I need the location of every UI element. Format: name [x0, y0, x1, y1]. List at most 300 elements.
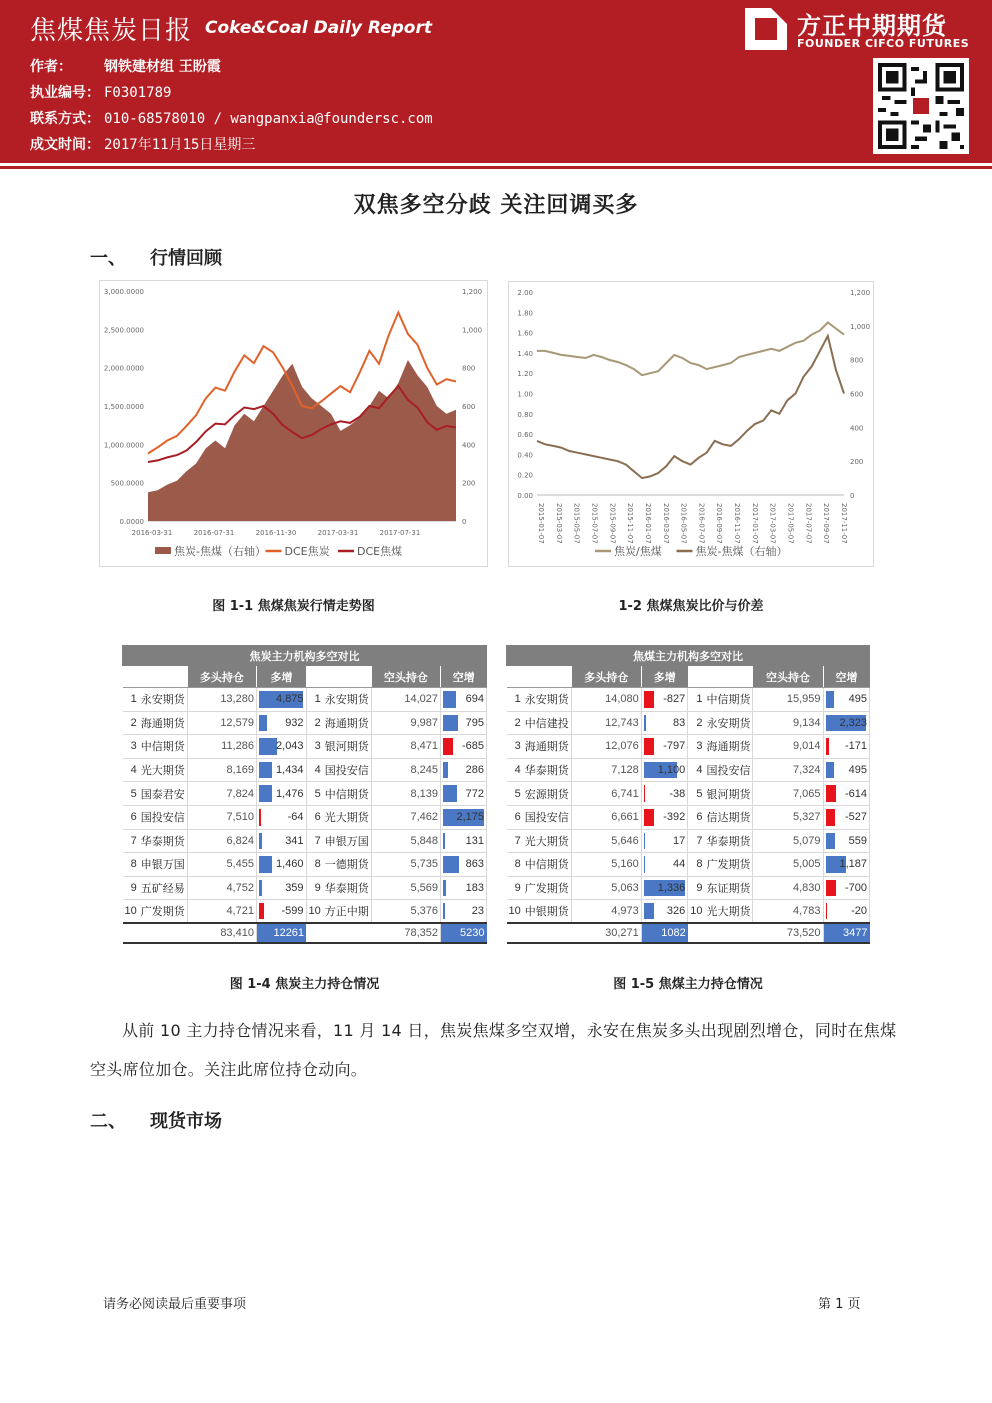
short-position: 15,959	[753, 688, 823, 712]
y-right-tick-label: 1,000	[462, 326, 483, 335]
meta-license	[30, 82, 171, 102]
total-long-position: 83,410	[187, 923, 256, 943]
meta-value: 2017年11月15日星期三	[104, 137, 256, 153]
table-row	[507, 805, 870, 829]
long-position: 12,076	[571, 735, 641, 759]
long-position: 7,824	[187, 782, 256, 806]
data-bar	[644, 785, 646, 802]
table-total-row	[123, 923, 487, 943]
section-number: 二、	[90, 1111, 126, 1132]
long-position: 14,080	[571, 688, 641, 712]
y-right-tick-label: 400	[850, 424, 864, 433]
y-right-tick-label: 600	[850, 390, 864, 399]
short-change: 1,187	[839, 858, 867, 871]
table-row	[123, 805, 487, 829]
long-broker-name: 华泰期货	[523, 758, 572, 782]
rank: 4	[507, 758, 523, 782]
short-change-cell	[823, 782, 870, 806]
y-left-tick-label: 1.40	[517, 349, 533, 358]
table-row	[507, 900, 870, 924]
y-left-tick-label: 1,000.0000	[103, 441, 144, 450]
short-change: -527	[844, 811, 867, 824]
qr-code-icon	[873, 58, 969, 154]
header-short-pos: 空头持仓	[753, 666, 823, 688]
logo-mark-icon	[745, 8, 787, 50]
rank: 7	[306, 829, 323, 853]
short-change: 559	[848, 834, 867, 847]
long-change-cell	[256, 900, 306, 924]
x-tick-label: 2017-09-07	[822, 503, 831, 544]
long-change: -392	[663, 811, 686, 824]
long-broker-name: 广发期货	[139, 900, 188, 924]
header-divider	[0, 166, 992, 169]
short-change-cell	[441, 735, 487, 759]
long-change-cell	[256, 758, 306, 782]
data-bar	[259, 738, 277, 755]
y-right-tick-label: 0	[462, 518, 467, 526]
total-short-change: 3477	[823, 923, 870, 943]
long-change-cell	[641, 829, 687, 853]
data-bar	[644, 691, 654, 708]
long-change-cell	[641, 900, 687, 924]
table-title: 焦炭主力机构多空对比	[123, 646, 487, 666]
data-bar	[826, 809, 835, 826]
short-broker-name: 一德期货	[323, 853, 372, 877]
x-tick-label: 2017-07-07	[804, 503, 813, 544]
y-right-tick-label: 400	[462, 441, 476, 450]
long-broker-name: 永安期货	[139, 688, 188, 712]
long-change: -797	[663, 740, 686, 753]
data-bar	[826, 903, 828, 919]
short-position: 5,376	[371, 900, 440, 924]
figure-caption-4: 图 1-4 焦炭主力持仓情况	[229, 977, 380, 992]
long-change: 1,336	[657, 882, 686, 895]
y-right-tick-label: 600	[462, 403, 476, 411]
legend-label: 焦炭-焦煤（右轴）	[174, 545, 266, 558]
y-left-tick-label: 2.00	[517, 289, 533, 297]
short-change: 495	[848, 764, 867, 777]
data-bar	[443, 856, 459, 873]
x-tick-label: 2015-03-07	[554, 503, 563, 544]
data-bar	[826, 785, 836, 802]
short-broker-name: 银河期货	[323, 735, 372, 759]
x-tick-label: 2016-03-07	[661, 503, 670, 544]
x-tick-label: 2017-01-07	[750, 503, 759, 544]
short-position: 8,245	[371, 758, 440, 782]
x-tick-label: 2017-03-07	[768, 503, 777, 544]
total-long-change: 12261	[256, 923, 306, 943]
short-change-cell	[441, 876, 487, 900]
table-total-row	[507, 923, 870, 943]
total-short-change: 5230	[441, 923, 487, 943]
rank: 9	[123, 876, 139, 900]
logo-name-cn: 方正中期期货	[797, 12, 947, 40]
long-change: 83	[672, 716, 686, 729]
header-long-chg: 多增	[256, 666, 306, 688]
table-row	[123, 711, 487, 735]
short-change-cell	[823, 876, 870, 900]
logo-name-en: FOUNDER CIFCO FUTURES	[797, 37, 970, 50]
chart-ratio-spread-svg	[509, 282, 875, 568]
rank: 2	[688, 711, 705, 735]
long-broker-name: 海通期货	[523, 735, 572, 759]
short-change-cell	[823, 805, 870, 829]
rank: 5	[507, 782, 523, 806]
series-line	[537, 323, 844, 376]
short-broker-name: 国投安信	[704, 758, 753, 782]
legend-label: DCE焦炭	[284, 545, 330, 558]
short-change-cell	[823, 900, 870, 924]
rank: 2	[123, 711, 139, 735]
rank: 5	[688, 782, 705, 806]
long-broker-name: 五矿经易	[139, 876, 188, 900]
total-short-position: 78,352	[371, 923, 440, 943]
long-change: 1,460	[276, 858, 304, 871]
short-change-cell	[441, 711, 487, 735]
data-bar	[443, 785, 457, 802]
long-change: 2,043	[276, 740, 304, 753]
rank: 9	[306, 876, 323, 900]
header-short-chg: 空增	[823, 666, 870, 688]
long-position: 12,743	[571, 711, 641, 735]
data-bar	[826, 880, 836, 897]
data-bar	[259, 809, 261, 826]
rank: 3	[507, 735, 523, 759]
short-broker-name: 光大期货	[323, 805, 372, 829]
footer-disclaimer: 请务必阅读最后重要事项	[103, 1297, 247, 1312]
section-number: 一、	[90, 248, 126, 269]
y-left-tick-label: 1.80	[517, 309, 533, 318]
meta-value: 钢铁建材组 王盼霞	[104, 59, 221, 75]
long-position: 7,510	[187, 805, 256, 829]
rank: 3	[123, 735, 139, 759]
x-tick-label: 2016-11-30	[255, 529, 297, 537]
short-position: 8,471	[371, 735, 440, 759]
x-tick-label: 2015-05-07	[572, 503, 581, 544]
short-change-cell	[441, 758, 487, 782]
long-broker-name: 申银万国	[139, 853, 188, 877]
data-bar	[826, 833, 836, 850]
y-left-tick-label: 3,000.0000	[103, 288, 144, 296]
meta-value[interactable]: 010-68578010 / wangpanxia@foundersc.com	[104, 111, 433, 127]
short-position: 8,139	[371, 782, 440, 806]
x-tick-label: 2015-09-07	[608, 503, 617, 544]
document-title: 双焦多空分歧 关注回调买多	[353, 193, 639, 218]
long-broker-name: 永安期货	[523, 688, 572, 712]
short-position: 5,735	[371, 853, 440, 877]
header-short-pos: 空头持仓	[371, 666, 440, 688]
legend-swatch	[155, 547, 171, 554]
table-row	[123, 900, 487, 924]
long-broker-name: 中信期货	[139, 735, 188, 759]
rank: 5	[123, 782, 139, 806]
analysis-paragraph: 从前 10 主力持仓情况来看，11 月 14 日，焦炭焦煤多空双增，永安在焦炭多头出现剧烈增仓，同时在焦煤空头席位加仓。关注此席位持仓动向。	[90, 1021, 897, 1079]
table-row	[507, 829, 870, 853]
short-change: 495	[848, 693, 867, 706]
table-row	[507, 735, 870, 759]
data-bar	[259, 762, 272, 779]
y-left-tick-label: 2,000.0000	[103, 364, 144, 373]
meta-label: 作者：	[30, 59, 72, 75]
meta-author	[30, 56, 221, 76]
long-broker-name: 国泰君安	[139, 782, 188, 806]
short-change-cell	[441, 805, 487, 829]
data-bar	[826, 691, 835, 708]
total-long-position: 30,271	[571, 923, 641, 943]
coal-position-table	[506, 645, 870, 944]
short-change-cell	[823, 688, 870, 712]
section-title: 行情回顾	[150, 248, 222, 269]
rank: 4	[123, 758, 139, 782]
rank: 10	[306, 900, 323, 924]
short-broker-name: 永安期货	[704, 711, 753, 735]
long-change: 326	[666, 905, 686, 918]
short-change: 286	[465, 764, 484, 777]
short-change-cell	[441, 829, 487, 853]
long-position: 12,579	[187, 711, 256, 735]
rank: 10	[507, 900, 523, 924]
x-tick-label: 2017-07-31	[379, 529, 421, 537]
rank: 3	[688, 735, 705, 759]
x-tick-label: 2015-01-07	[537, 503, 545, 544]
short-position: 9,134	[753, 711, 823, 735]
x-tick-label: 2016-07-07	[697, 503, 706, 544]
rank: 10	[123, 900, 139, 924]
report-header	[0, 0, 992, 163]
short-change: 795	[465, 716, 484, 729]
figure-caption-2: 1-2 焦煤焦炭比价与价差	[618, 599, 764, 614]
long-position: 7,128	[571, 758, 641, 782]
short-change: -20	[851, 905, 867, 918]
short-change: 2,323	[839, 716, 867, 729]
y-left-tick-label: 0.00	[517, 492, 533, 500]
long-change: 1,434	[276, 764, 304, 777]
rank: 9	[688, 876, 705, 900]
long-position: 5,646	[571, 829, 641, 853]
short-broker-name: 永安期货	[323, 688, 372, 712]
data-bar	[259, 880, 262, 897]
long-position: 6,661	[571, 805, 641, 829]
y-left-tick-label: 1.20	[517, 370, 533, 379]
long-position: 4,721	[187, 900, 256, 924]
short-change: 131	[465, 834, 484, 847]
legend-label: DCE焦煤	[357, 545, 403, 558]
short-broker-name: 中信期货	[704, 688, 753, 712]
short-position: 7,324	[753, 758, 823, 782]
legend-label: 焦炭-焦煤（右轴）	[695, 545, 788, 558]
header-short-chg: 空增	[441, 666, 487, 688]
long-change-cell	[256, 829, 306, 853]
meta-value: F0301789	[104, 85, 172, 101]
long-broker-name: 宏源期货	[523, 782, 572, 806]
rank: 1	[123, 688, 139, 712]
data-bar	[644, 715, 647, 732]
long-broker-name: 广发期货	[523, 876, 572, 900]
short-position: 7,065	[753, 782, 823, 806]
short-change: -614	[844, 787, 867, 800]
long-broker-name: 光大期货	[523, 829, 572, 853]
short-broker-name: 华泰期货	[323, 876, 372, 900]
short-change: -700	[844, 882, 867, 895]
y-right-tick-label: 1,200	[850, 289, 871, 297]
long-change-cell	[256, 853, 306, 877]
data-bar	[443, 903, 445, 919]
table-row	[123, 829, 487, 853]
short-change: -171	[844, 740, 867, 753]
y-left-tick-label: 1.00	[517, 390, 533, 399]
coke-position-table	[122, 645, 487, 944]
rank: 6	[123, 805, 139, 829]
table-row	[507, 853, 870, 877]
long-change-cell	[641, 853, 687, 877]
short-broker-name: 东证期货	[704, 876, 753, 900]
long-change-cell	[256, 805, 306, 829]
long-position: 5,160	[571, 853, 641, 877]
short-broker-name: 申银万国	[323, 829, 372, 853]
x-tick-label: 2016-09-07	[715, 503, 724, 544]
short-change-cell	[441, 688, 487, 712]
y-left-tick-label: 500.0000	[110, 479, 144, 488]
meta-date	[30, 134, 255, 154]
data-bar	[644, 738, 654, 755]
data-bar	[826, 762, 835, 779]
data-bar	[644, 903, 654, 919]
y-left-tick-label: 0.60	[517, 431, 533, 440]
company-logo	[745, 6, 980, 52]
legend-label: 焦炭/焦煤	[614, 545, 662, 558]
long-broker-name: 国投安信	[139, 805, 188, 829]
y-right-tick-label: 0	[850, 492, 855, 500]
series-area	[148, 360, 456, 521]
short-position: 5,327	[753, 805, 823, 829]
x-tick-label: 2015-07-07	[590, 503, 599, 544]
long-change: -64	[287, 811, 304, 824]
short-position: 9,987	[371, 711, 440, 735]
short-broker-name: 中信期货	[323, 782, 372, 806]
table-row	[123, 735, 487, 759]
header-long-chg: 多增	[641, 666, 687, 688]
short-change-cell	[823, 853, 870, 877]
rank: 8	[688, 853, 705, 877]
table-row	[507, 688, 870, 712]
x-tick-label: 2016-11-07	[733, 503, 742, 544]
long-broker-name: 光大期货	[139, 758, 188, 782]
x-tick-label: 2016-01-07	[643, 503, 652, 544]
long-broker-name: 中信建投	[523, 711, 572, 735]
total-short-position: 73,520	[753, 923, 823, 943]
short-change-cell	[823, 735, 870, 759]
rank: 8	[123, 853, 139, 877]
y-left-tick-label: 0.0000	[119, 518, 144, 526]
x-tick-label: 2015-11-07	[626, 503, 635, 544]
table-row	[507, 711, 870, 735]
x-tick-label: 2017-11-07	[840, 503, 848, 544]
short-broker-name: 国投安信	[323, 758, 372, 782]
y-right-tick-label: 1,000	[850, 322, 871, 331]
table-row	[123, 758, 487, 782]
short-change-cell	[823, 829, 870, 853]
short-change-cell	[823, 758, 870, 782]
x-tick-label: 2017-03-31	[317, 529, 359, 537]
chart-price-trend	[99, 280, 488, 567]
long-position: 5,063	[571, 876, 641, 900]
long-change: 4,875	[276, 693, 304, 706]
short-change: 23	[471, 905, 484, 918]
data-bar	[443, 880, 446, 897]
data-bar	[259, 903, 264, 919]
y-left-tick-label: 1.60	[517, 329, 533, 338]
long-change: -827	[663, 693, 686, 706]
rank: 1	[688, 688, 705, 712]
long-change-cell	[641, 735, 687, 759]
long-change: -599	[281, 905, 304, 918]
long-change-cell	[641, 758, 687, 782]
short-broker-name: 方正中期	[323, 900, 372, 924]
section-title: 现货市场	[150, 1111, 222, 1132]
rank: 6	[688, 805, 705, 829]
data-bar	[644, 833, 646, 850]
figure-caption-5: 图 1-5 焦煤主力持仓情况	[613, 977, 763, 992]
rank: 2	[507, 711, 523, 735]
rank: 7	[688, 829, 705, 853]
long-change: -38	[669, 787, 686, 800]
long-broker-name: 海通期货	[139, 711, 188, 735]
long-change-cell	[641, 688, 687, 712]
x-tick-label: 2016-07-31	[193, 529, 235, 537]
long-change: 44	[672, 858, 686, 871]
rank: 7	[507, 829, 523, 853]
long-change: 359	[285, 882, 304, 895]
long-change: 341	[285, 834, 304, 847]
data-bar	[443, 762, 448, 779]
data-bar	[443, 738, 453, 755]
long-position: 11,286	[187, 735, 256, 759]
long-change-cell	[641, 876, 687, 900]
data-bar	[443, 691, 456, 708]
y-right-tick-label: 800	[850, 356, 864, 365]
y-left-tick-label: 2,500.0000	[103, 326, 144, 335]
rank: 6	[507, 805, 523, 829]
long-change-cell	[256, 711, 306, 735]
table-row	[123, 782, 487, 806]
short-change: 772	[465, 787, 484, 800]
data-bar	[644, 856, 646, 873]
long-change-cell	[641, 782, 687, 806]
data-bar	[259, 715, 267, 732]
rank: 6	[306, 805, 323, 829]
long-change-cell	[641, 711, 687, 735]
short-change-cell	[823, 711, 870, 735]
data-bar	[259, 785, 272, 802]
report-title-en: Coke&Coal Daily Report	[205, 18, 432, 38]
long-change: 1,476	[276, 787, 304, 800]
long-change-cell	[256, 688, 306, 712]
short-position: 7,462	[371, 805, 440, 829]
data-bar	[259, 856, 272, 873]
table-title: 焦煤主力机构多空对比	[507, 646, 870, 666]
rank: 10	[688, 900, 705, 924]
long-change: 17	[672, 834, 686, 847]
data-bar	[826, 738, 829, 755]
short-broker-name: 海通期货	[323, 711, 372, 735]
table-row	[123, 853, 487, 877]
table-row	[507, 876, 870, 900]
rank: 1	[507, 688, 523, 712]
short-position: 5,005	[753, 853, 823, 877]
long-position: 6,741	[571, 782, 641, 806]
long-change-cell	[256, 782, 306, 806]
y-left-tick-label: 0.40	[517, 451, 533, 460]
